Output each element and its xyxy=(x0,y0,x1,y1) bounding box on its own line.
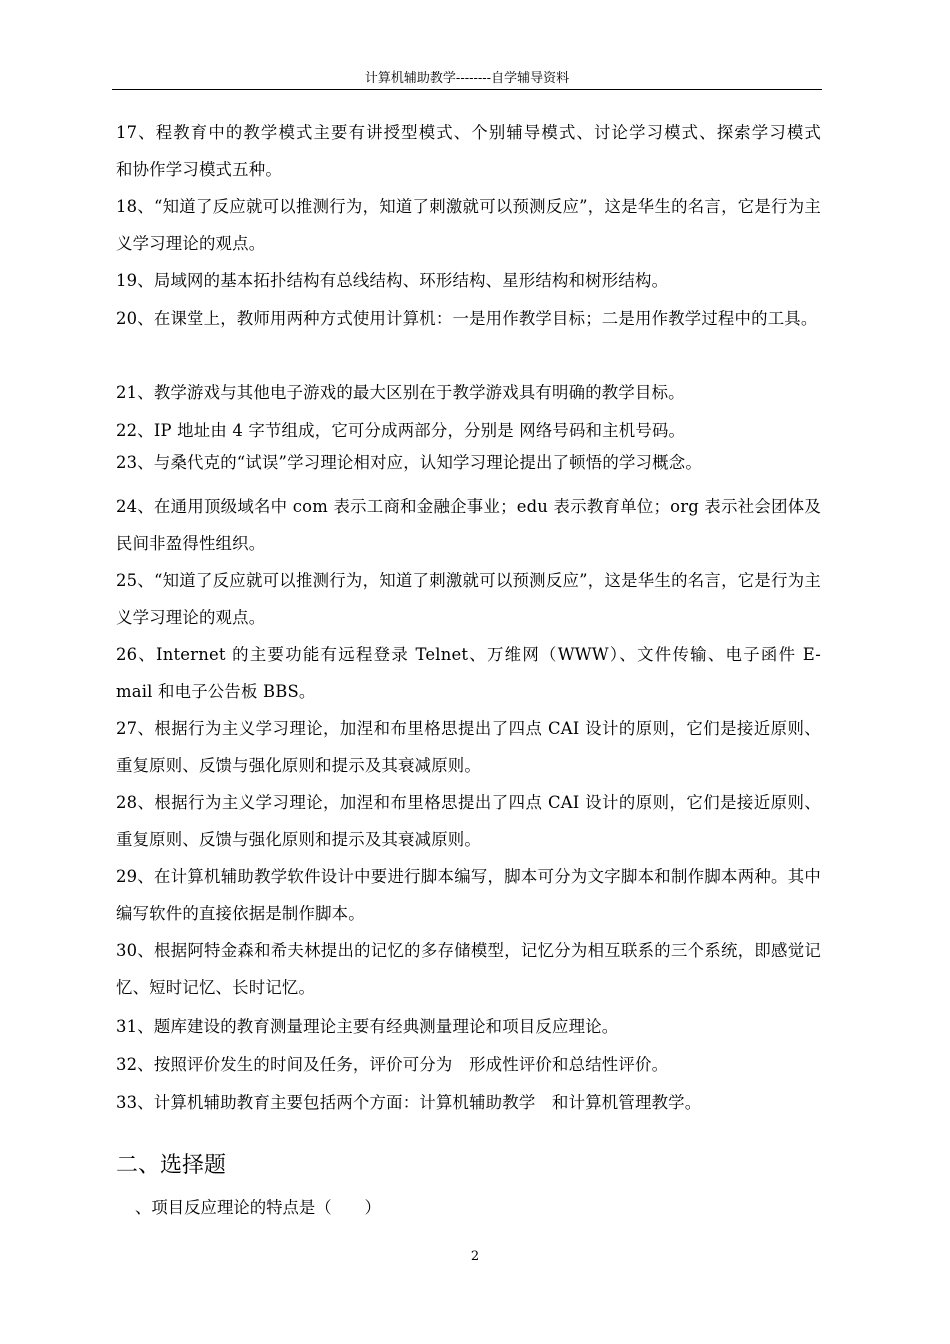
page-number: 2 xyxy=(470,1249,480,1264)
item-30: 30、根据阿特金森和希夫林提出的记忆的多存储模型，记忆分为相互联系的三个系统，即感觉记忆、短时记忆、长时记忆。 xyxy=(116,941,821,997)
question-1: 、项目反应理论的特点是（ ） xyxy=(135,1198,381,1217)
item-17: 17、程教育中的教学模式主要有讲授型模式、个别辅导模式、讨论学习模式、探索学习模式 和协作学习模式五种。 xyxy=(116,123,871,179)
page-header: 计算机辅助教学--------自学辅导资料 xyxy=(364,71,570,86)
item-20: 20、在课堂上，教师用两种方式使用计算机：一是用作教学目标；二是用作教学过程中的工具。 xyxy=(116,309,818,328)
item-27: 27、根据行为主义学习理论，加涅和布里格思提出了四点 CAI 设计的原则，它们是接近原则、重复原则、反馈与强化原则和提示及其衰减原则。 xyxy=(116,719,821,775)
item-32: 32、按照评价发生的时间及任务，评价可分为 形成性评价和总结性评价。 xyxy=(116,1055,669,1074)
section-heading: 二、选择题 xyxy=(116,1153,227,1178)
item-21: 21、教学游戏与其他电子游戏的最大区别在于教学游戏具有明确的教学目标。 xyxy=(116,383,685,402)
item-29: 29、在计算机辅助教学软件设计中要进行脚本编写，脚本可分为文字脚本和制作脚本两种。其中编写软件的直接依据是制作脚本。 xyxy=(116,867,821,923)
item-19: 19、局域网的基本拓扑结构有总线结构、环形结构、星形结构和树形结构。 xyxy=(116,271,669,290)
item-18: 18、“知道了反应就可以推测行为，知道了刺激就可以预测反应”，这是华生的名言，它是行为主义学习理论的观点。 xyxy=(116,197,821,253)
item-26: 26、Internet 的主要功能有远程登录 Telnet、万维网（WWW）、文件传输、电子函件 E-mail 和电子公告板 BBS。 xyxy=(116,645,821,701)
header-rule xyxy=(112,89,822,90)
item-22: 22、IP 地址由 4 字节组成，它可分成两部分，分别是 网络号码和主机号码。 xyxy=(116,421,686,440)
item-23: 23、与桑代克的“试误”学习理论相对应，认知学习理论提出了顿悟的学习概念。 xyxy=(116,453,702,472)
item-28: 28、根据行为主义学习理论，加涅和布里格思提出了四点 CAI 设计的原则，它们是接近原则、重复原则、反馈与强化原则和提示及其衰减原则。 xyxy=(116,793,821,849)
item-24: 24、在通用顶级域名中 com 表示工商和金融企事业；edu 表示教育单位；org 表示社会团体及民间非盈得性组织。 xyxy=(116,497,821,553)
item-25: 25、“知道了反应就可以推测行为，知道了刺激就可以预测反应”，这是华生的名言，它是行为主义学习理论的观点。 xyxy=(116,571,821,627)
item-33: 33、计算机辅助教育主要包括两个方面：计算机辅助教学 和计算机管理教学。 xyxy=(116,1093,702,1112)
item-31: 31、题库建设的教育测量理论主要有经典测量理论和项目反应理论。 xyxy=(116,1017,619,1036)
